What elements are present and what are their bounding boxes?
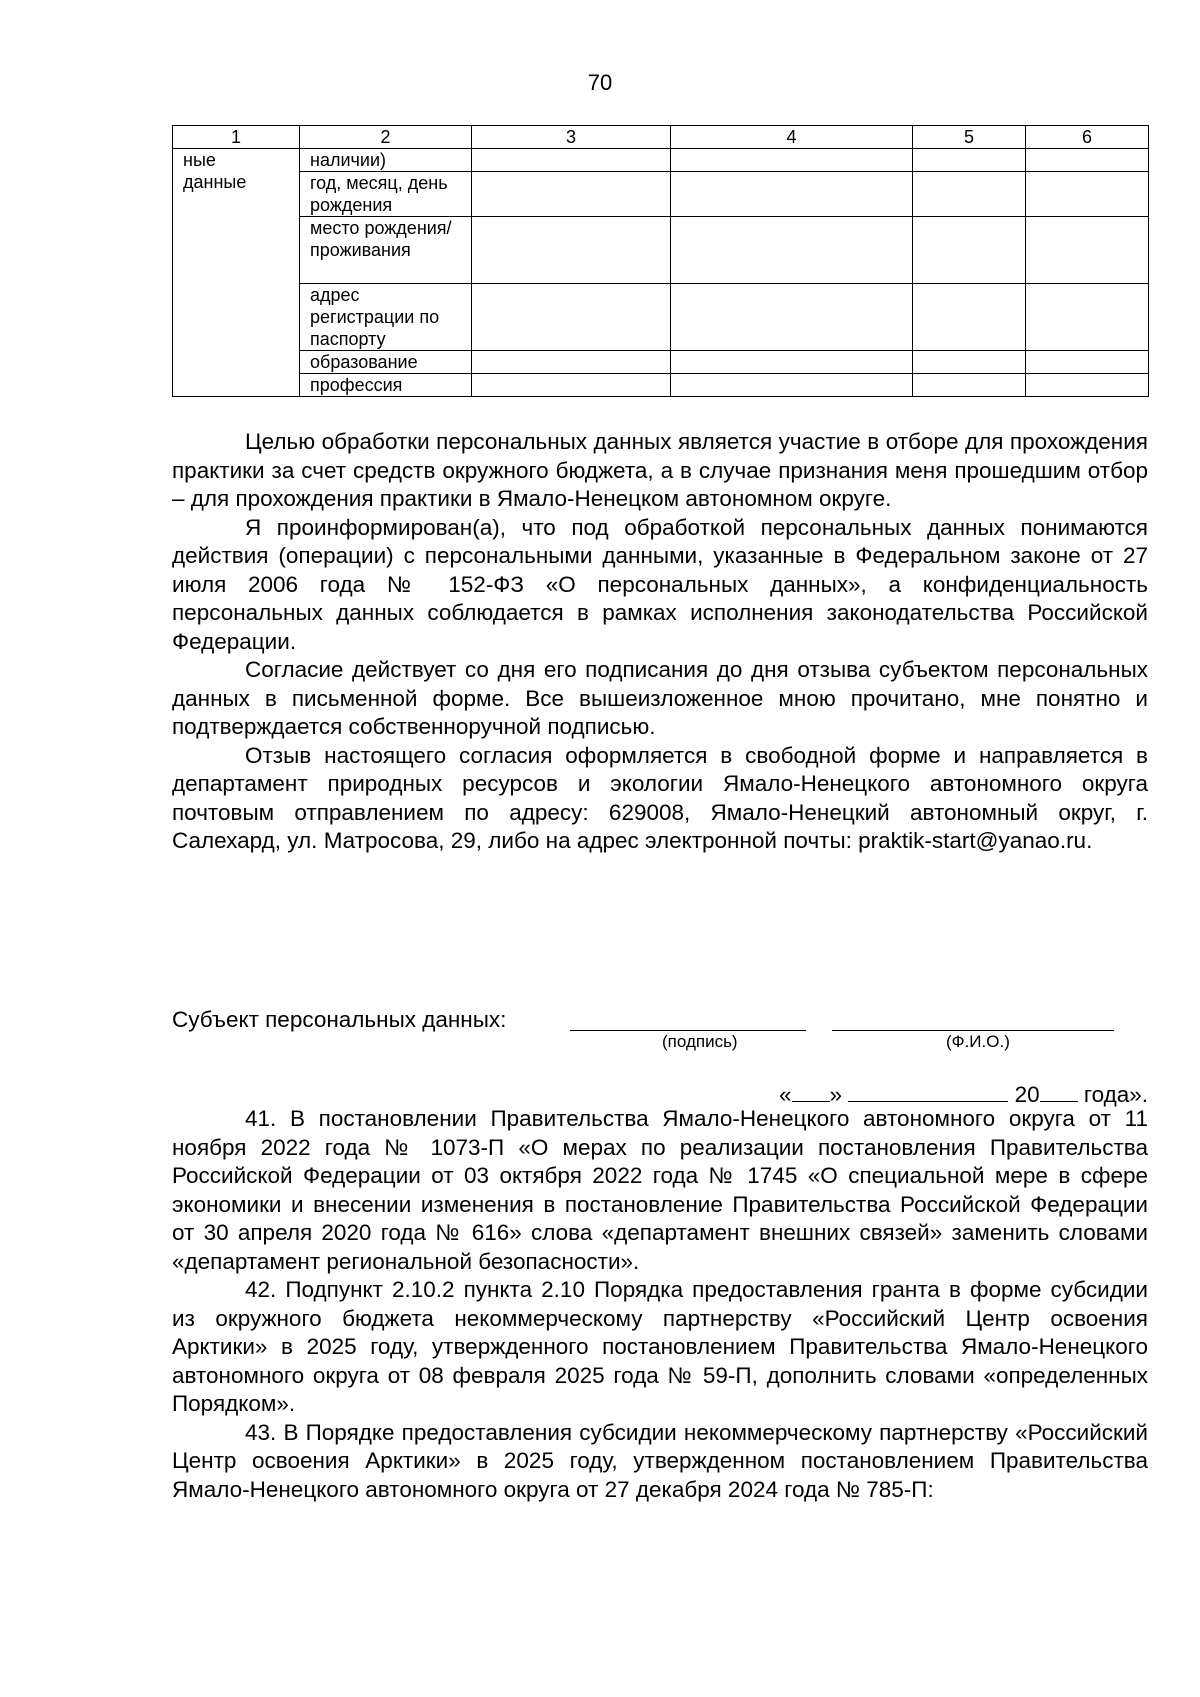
date-close-quote: »: [829, 1082, 843, 1107]
table-row: [173, 374, 1149, 397]
full-name-field[interactable]: [832, 1030, 1114, 1031]
amendment-paragraph: 42. Подпункт 2.10.2 пункта 2.10 Порядка предоставления гранта в форме субсидии из окружного бюджета некоммерческому партнерству «Российский Центр освоения Арктики» в 2025 году, утвержденного постановлением Правительства Ямало-Ненецкого автономного округа от 08 февраля 2025 года № 59-П, дополнить словами «определенных Порядком».: [172, 1277, 1148, 1416]
row-label-cell: профессия: [300, 374, 472, 397]
group-label-cell: [173, 149, 300, 397]
date-suffix: года».: [1083, 1082, 1148, 1107]
table-row: [173, 284, 1149, 351]
consent-paragraph: Согласие действует со дня его подписания до дня отзыва субъектом персональных данных в письменной форме. Все вышеизложенное мною прочитано, мне понятно и подтверждается собственноручной подписью.: [172, 657, 1148, 739]
table-cell[interactable]: [671, 284, 913, 351]
table-cell[interactable]: [913, 284, 1026, 351]
consent-paragraph: Целью обработки персональных данных является участие в отборе для прохождения практики за счет средств окружного бюджета, а в случае признания меня прошедшим отбор – для прохождения практики в Ямало-Ненецком автономном округе.: [172, 429, 1148, 511]
table-cell[interactable]: [472, 351, 671, 374]
year-field[interactable]: [1040, 1081, 1078, 1102]
personal-data-table: [172, 125, 1149, 397]
table-cell[interactable]: [472, 217, 671, 284]
table-cell[interactable]: [671, 351, 913, 374]
date-line: [779, 1081, 1148, 1108]
table-header-cell: 4: [671, 126, 913, 149]
table-cell[interactable]: [671, 217, 913, 284]
amendment-paragraph: 43. В Порядке предоставления субсидии некоммерческому партнерству «Российский Центр освоения Арктики» в 2025 году, утвержденном постановлением Правительства Ямало-Ненецкого автономного округа от 27 декабря 2024 года № 785-П:: [172, 1419, 1148, 1502]
table-row: [173, 351, 1149, 374]
month-field[interactable]: [848, 1081, 1008, 1102]
table-cell[interactable]: [913, 374, 1026, 397]
table-cell[interactable]: [1026, 172, 1149, 217]
table-row: [173, 149, 1149, 172]
table-header-cell: 3: [472, 126, 671, 149]
table-header-cell: 5: [913, 126, 1026, 149]
signature-field[interactable]: [570, 1030, 806, 1031]
table-cell[interactable]: [472, 172, 671, 217]
full-name-caption: (Ф.И.О.): [946, 1032, 1010, 1051]
table-cell[interactable]: [1026, 284, 1149, 351]
table-cell[interactable]: [472, 374, 671, 397]
table-header-cell: 2: [300, 126, 472, 149]
table-header-cell: 1: [173, 126, 300, 149]
row-label-cell: адрес регистрации по паспорту: [300, 284, 472, 351]
signature-caption: (подпись): [662, 1032, 738, 1051]
row-label-cell: наличии): [300, 149, 472, 172]
table-header-row: [173, 126, 1149, 149]
signature-label: Субъект персональных данных:: [172, 1007, 507, 1032]
table-cell[interactable]: [472, 284, 671, 351]
consent-text: [172, 428, 1148, 856]
table-cell[interactable]: [913, 217, 1026, 284]
table-cell[interactable]: [913, 351, 1026, 374]
table-cell[interactable]: [671, 374, 913, 397]
table-cell[interactable]: [671, 149, 913, 172]
table-cell[interactable]: [472, 149, 671, 172]
table-header-cell: 6: [1026, 126, 1149, 149]
page-number: 70: [587, 70, 613, 95]
table-cell[interactable]: [1026, 351, 1149, 374]
table-cell[interactable]: [1026, 374, 1149, 397]
table-row: [173, 172, 1149, 217]
day-field[interactable]: [792, 1081, 830, 1102]
table-cell[interactable]: [913, 149, 1026, 172]
table-cell[interactable]: [1026, 217, 1149, 284]
amendment-paragraph: 41. В постановлении Правительства Ямало-Ненецкого автономного округа от 11 ноября 2022 года № 1073-П «О мерах по реализации постановления Правительства Российской Федерации от 03 октября 2022 года № 1745 «О специальной мере в сфере экономики и внесении изменения в постановление Правительства Российской Федерации от 30 апреля 2020 года № 616» слова «департамент внешних связей» заменить словами «департамент региональной безопасности».: [172, 1106, 1148, 1274]
group-label-line: ные: [183, 150, 216, 170]
date-open-quote: «: [779, 1082, 792, 1107]
row-label-cell: место рождения/ проживания: [300, 217, 472, 284]
amendments-text: [172, 1105, 1148, 1504]
table-row: [173, 217, 1149, 284]
group-label-line: данные: [183, 172, 247, 192]
table-cell[interactable]: [913, 172, 1026, 217]
year-prefix: 20: [1014, 1082, 1040, 1107]
row-label-cell: образование: [300, 351, 472, 374]
consent-paragraph: Отзыв настоящего согласия оформляется в свободной форме и направляется в департамент природных ресурсов и экологии Ямало-Ненецкого автономного округа почтовым отправлением по адресу: 629008, Ямало-Ненецкий автономный округ, г. Салехард, ул. Матросова, 29, либо на адрес электронной почты: praktik-start@yanao.ru.: [172, 742, 1148, 853]
consent-paragraph: Я проинформирован(а), что под обработкой персональных данных понимаются действия (операции) с персональными данными, указанные в Федеральном законе от 27 июля 2006 года № 152-ФЗ «О персональных данных», а конфиденциальность персональных данных соблюдается в рамках исполнения законодательства Российской Федерации.: [172, 514, 1148, 654]
table-cell[interactable]: [1026, 149, 1149, 172]
row-label-cell: год, месяц, день рождения: [300, 172, 472, 217]
table-cell[interactable]: [671, 172, 913, 217]
